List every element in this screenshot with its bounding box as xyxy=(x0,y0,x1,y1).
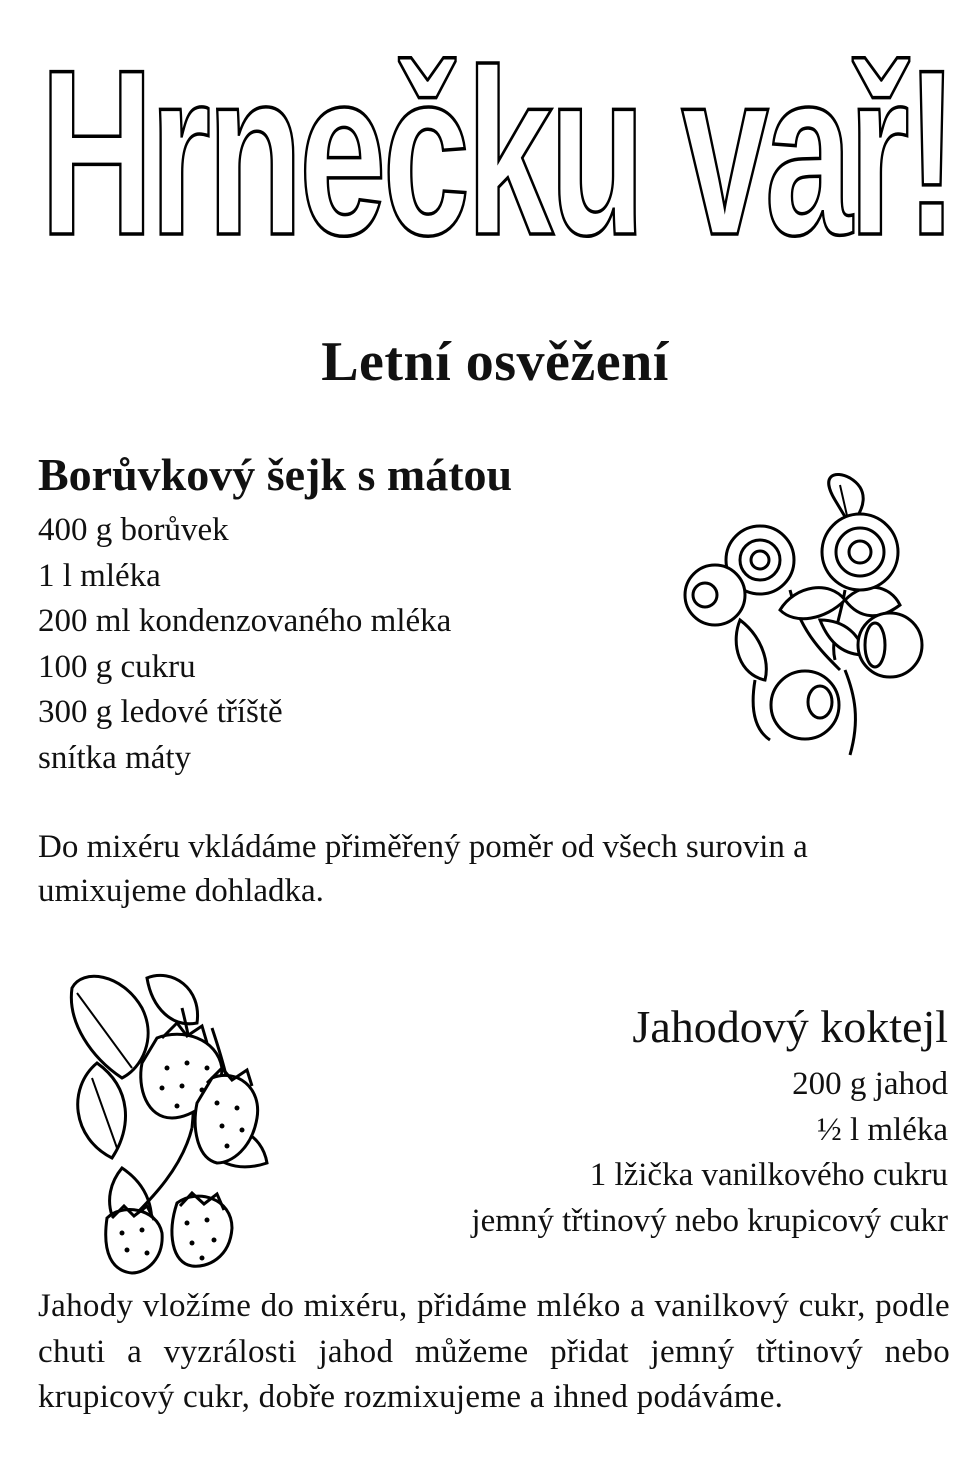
ingredient-item: snítka máty xyxy=(38,739,192,776)
masthead-svg xyxy=(36,0,960,250)
masthead-title: Hrnečku vař! xyxy=(40,21,954,250)
section-title: Letní osvěžení xyxy=(321,331,669,393)
strawberry-illustration xyxy=(62,968,302,1288)
recipe-instructions: Do mixéru vkládáme přiměřený poměr od všech surovin a umixujeme dohladka. xyxy=(38,829,808,909)
ingredient-item: 1 l mléka xyxy=(38,557,161,594)
masthead xyxy=(36,0,960,250)
strawberry-icon xyxy=(62,968,302,1288)
ingredient-item: 1 lžička vanilkového cukru xyxy=(589,1157,948,1193)
recipe-strawberry-cocktail xyxy=(348,996,948,1244)
ingredient-item: 400 g borůvek xyxy=(38,512,229,548)
ingredient-item: 100 g cukru xyxy=(38,648,196,685)
ingredient-item: jemný třtinový nebo krupicový cukr xyxy=(471,1202,948,1239)
recipe-title: Borůvkový šejk s mátou xyxy=(38,449,513,500)
ingredient-item: 300 g ledové tříště xyxy=(38,694,283,730)
blueberry-illustration xyxy=(670,470,930,770)
blueberry-icon xyxy=(670,470,930,770)
ingredient-item: 200 g jahod xyxy=(792,1066,948,1102)
recipe-title: Jahodový koktejl xyxy=(632,1001,948,1052)
ingredient-list xyxy=(348,1062,948,1244)
recipe-blueberry-shake xyxy=(38,446,658,781)
ingredient-item: ½ l mléka xyxy=(816,1111,948,1148)
recipe-instructions: Jahody vložíme do mixéru, přidáme mléko a vanilkový cukr, podle chuti a vyzrálosti jahod můžeme přidat jemný třtinový nebo krupicový cukr, dobře rozmixujeme a ihned podáváme. xyxy=(38,1288,950,1415)
ingredient-list xyxy=(38,508,658,781)
ingredient-item: 200 ml kondenzovaného mléka xyxy=(38,603,452,639)
